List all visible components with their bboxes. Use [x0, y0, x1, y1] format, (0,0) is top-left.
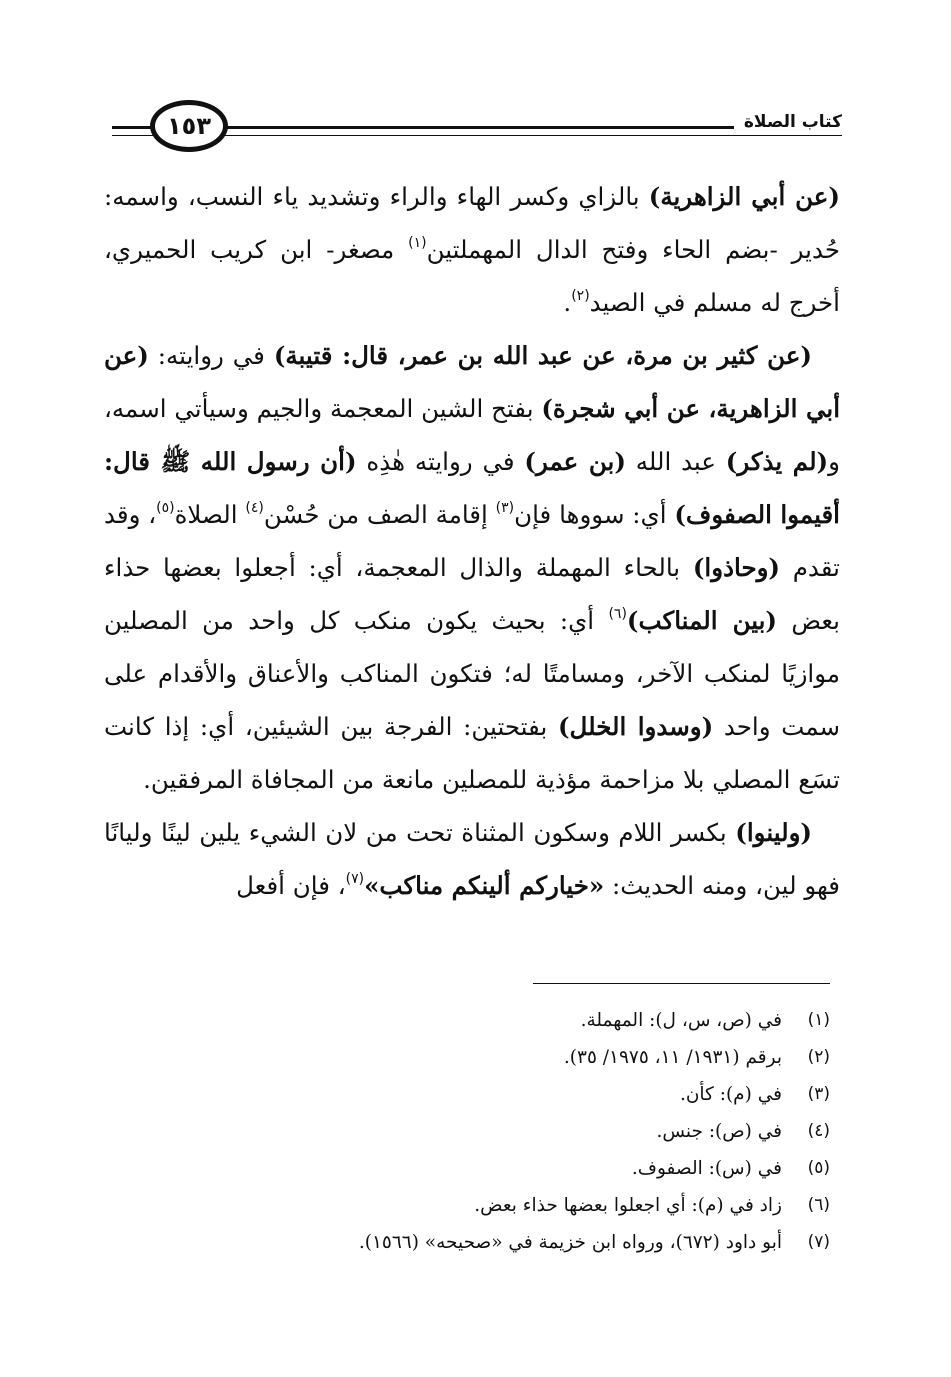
commentary-text: ، فإن أفعل	[236, 871, 346, 900]
quoted-phrase: (وحاذوا)	[692, 553, 781, 582]
footnote-separator	[533, 983, 830, 984]
commentary-text: أي: سووها فإن	[514, 500, 675, 529]
footnote	[180, 1187, 830, 1224]
footnote-text: برقم (١٩٣١/ ١١، ١٩٧٥/ ٣٥).	[563, 1047, 782, 1068]
footnote-number: (٣)	[807, 1084, 830, 1104]
hadith-quote: «خياركم ألينكم مناكب»	[364, 871, 605, 900]
commentary-text: .	[563, 288, 572, 317]
quoted-phrase: (ولينوا)	[735, 818, 812, 847]
commentary-text: بالزاي وكسر الهاء والراء وتشديد ياء النسب، واسمه: حُدير -بضم الحاء وفتح الدال المهملتين	[104, 182, 840, 264]
footnote-ref-5: (٥)	[156, 500, 175, 516]
paragraph-3	[104, 806, 840, 912]
footnote	[180, 1002, 830, 1039]
footnote-number: (٧)	[807, 1232, 830, 1252]
footnote-text: أبو داود (٦٧٢)، ورواه ابن خزيمة في «صحيحه» (١٥٦٦).	[358, 1232, 782, 1253]
quoted-phrase: (لم يذكر)	[725, 447, 829, 476]
footnotes	[180, 1002, 830, 1261]
footnote-ref-7: (٧)	[345, 871, 365, 887]
quoted-phrase: (أن رسول الله ﷺ قال: أقيموا الصفوف)	[104, 447, 840, 529]
quoted-phrase: (بين المناكب)	[626, 606, 778, 635]
commentary-text: في روايته هٰذِه	[356, 447, 525, 476]
paragraph-1	[104, 170, 840, 329]
running-title: كتاب الصلاة	[734, 112, 842, 132]
commentary-text: عبد الله	[625, 447, 726, 476]
quoted-phrase: (عن أبي الزاهرية، عن أبي شجرة)	[104, 341, 840, 423]
footnote-ref-1: (١)	[408, 235, 427, 251]
footnote-text: زاد في (م): أي اجعلوا بعضها حذاء بعض.	[474, 1195, 782, 1216]
main-text	[104, 170, 840, 912]
footnote-text: في (ص): جنس.	[656, 1121, 782, 1142]
footnote-ref-3: (٣)	[495, 500, 515, 516]
commentary-text: مصغر- ابن كريب الحميري، أخرج له مسلم في الصيد	[104, 235, 840, 317]
footnote-number: (٤)	[807, 1121, 830, 1141]
quoted-phrase: (عن أبي الزاهرية)	[648, 182, 840, 211]
footnote	[180, 1224, 830, 1261]
footnote-ref-4: (٤)	[245, 500, 264, 516]
commentary-text: أي: بحيث يكون منكب كل واحد من المصلين موازيًا لمنكب الآخر، ومسامتًا له؛ فتكون المناكب والأعناق والأقدام على سمت واحد	[104, 606, 841, 741]
quoted-phrase: (عن كثير بن مرة، عن عبد الله بن عمر، قال: قتيبة)	[273, 341, 812, 370]
commentary-text: إقامة الصف من حُسْن	[263, 500, 496, 529]
footnote	[180, 1039, 830, 1076]
footnote-number: (١)	[807, 1010, 830, 1030]
footnote-number: (٥)	[807, 1158, 830, 1178]
footnote-text: في (م): كأن.	[679, 1084, 782, 1105]
commentary-text: في روايته:	[148, 341, 274, 370]
quoted-phrase: (بن عمر)	[524, 447, 626, 476]
commentary-text: بكسر اللام وسكون المثناة تحت من لان الشيء يلين لينًا وليانًا فهو لين، ومنه الحديث:	[104, 818, 840, 900]
footnote-number: (٢)	[807, 1047, 830, 1067]
footnote	[180, 1113, 830, 1150]
page-number: ١٥٣	[150, 100, 228, 152]
footnote-text: في (س): الصفوف.	[631, 1158, 782, 1179]
footnote	[180, 1150, 830, 1187]
footnote-number: (٦)	[807, 1195, 830, 1215]
commentary-text: بفتحتين: الفرجة بين الشيئين، أي: إذا كانت تسَع المصلي بلا مزاحمة مؤذية للمصلين مانعة من المجافاة المرفقين.	[104, 712, 840, 794]
commentary-text: ، وقد تقدم	[104, 500, 840, 582]
footnote-ref-6: (٦)	[608, 606, 627, 622]
commentary-text: بفتح الشين المعجمة والجيم وسيأتي اسمه، و	[104, 394, 840, 476]
commentary-text: بالحاء المهملة والذال المعجمة، أي: أجعلوا بعضها حذاء بعض	[104, 553, 841, 635]
paragraph-2	[104, 329, 840, 806]
footnote-text: في (ص، س، ل): المهملة.	[580, 1010, 782, 1031]
quoted-phrase: (وسدوا الخلل)	[557, 712, 714, 741]
footnote	[180, 1076, 830, 1113]
commentary-text: الصلاة	[174, 500, 246, 529]
footnote-ref-2: (٢)	[571, 288, 590, 304]
page-header	[112, 98, 842, 158]
